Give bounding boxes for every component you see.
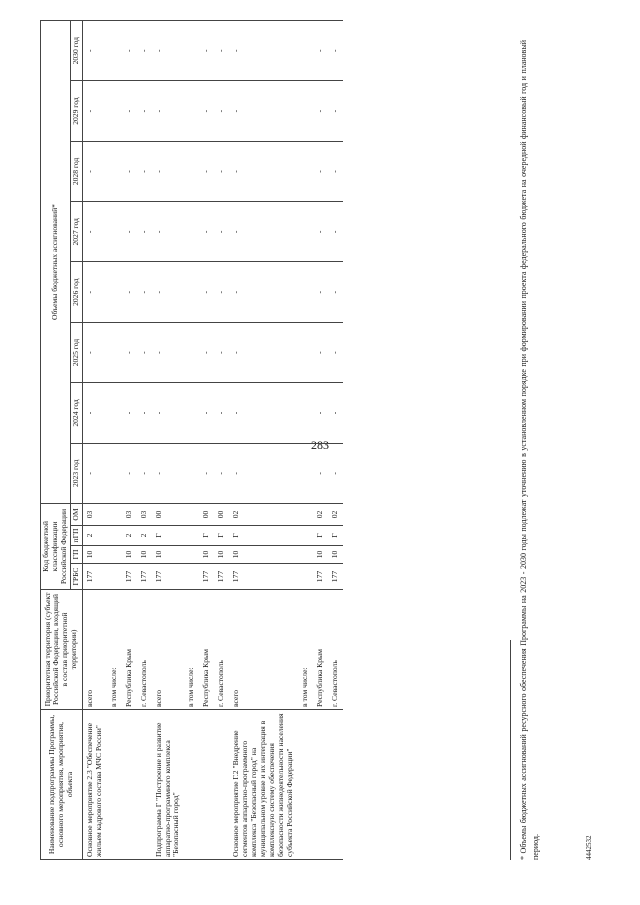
row-pgp: 2: [137, 526, 152, 546]
row-value: [298, 262, 313, 322]
row-territory: всего: [82, 590, 106, 710]
row-value: -: [214, 262, 229, 322]
row-value: -: [152, 383, 185, 443]
row-value: -: [122, 443, 137, 503]
page-number: 283: [311, 438, 329, 452]
header-gp: ГП: [70, 546, 82, 564]
row-grbs: [184, 564, 199, 590]
row-grbs: [107, 564, 122, 590]
row-name: [298, 710, 313, 860]
row-gp: 10: [313, 546, 328, 564]
row-value: [184, 383, 199, 443]
row-value: -: [229, 322, 298, 382]
row-value: [184, 141, 199, 201]
row-value: [107, 443, 122, 503]
row-value: -: [122, 383, 137, 443]
row-value: -: [313, 81, 328, 141]
row-value: -: [199, 262, 214, 322]
row-pgp: Г: [152, 526, 185, 546]
header-om: ОМ: [70, 504, 82, 526]
table-row: [152, 21, 185, 860]
row-value: -: [137, 383, 152, 443]
row-name: [107, 710, 122, 860]
row-territory: в том числе:: [107, 590, 122, 710]
row-value: -: [229, 262, 298, 322]
row-value: -: [152, 262, 185, 322]
table-row: [328, 21, 343, 860]
row-grbs: 177: [122, 564, 137, 590]
row-value: -: [229, 202, 298, 262]
row-om: 03: [122, 504, 137, 526]
row-value: -: [137, 443, 152, 503]
row-value: -: [199, 383, 214, 443]
header-year: 2025 год: [70, 322, 82, 382]
row-grbs: 177: [137, 564, 152, 590]
row-value: -: [82, 141, 106, 201]
row-name: [122, 710, 137, 860]
row-name: Подпрограмма Г "Построение и развитие аппаратно-программного комплекса "Безопасный город": [152, 710, 185, 860]
row-value: -: [82, 81, 106, 141]
row-value: -: [137, 81, 152, 141]
row-value: -: [82, 322, 106, 382]
row-pgp: Г: [199, 526, 214, 546]
row-pgp: [184, 526, 199, 546]
row-value: [298, 81, 313, 141]
row-value: [184, 262, 199, 322]
row-om: 00: [152, 504, 185, 526]
header-year: 2030 год: [70, 21, 82, 81]
row-pgp: Г: [214, 526, 229, 546]
row-value: -: [328, 21, 343, 81]
row-value: -: [199, 202, 214, 262]
row-value: -: [229, 383, 298, 443]
header-year: 2027 год: [70, 202, 82, 262]
row-value: -: [199, 443, 214, 503]
row-name: Основное мероприятие Г.2 "Внедрение сегментов аппаратно-программного комплекса "Безопасный город" на муниципальном уровне и их интеграция в комплексную систему обеспечения безопасности жизнедеятельности населения субъекта Российской Федерации": [229, 710, 298, 860]
row-value: -: [82, 21, 106, 81]
row-value: -: [152, 322, 185, 382]
row-value: -: [82, 202, 106, 262]
row-value: -: [214, 141, 229, 201]
header-pgp: пГП: [70, 526, 82, 546]
row-value: -: [313, 262, 328, 322]
row-value: -: [122, 21, 137, 81]
row-value: -: [199, 81, 214, 141]
row-value: -: [137, 262, 152, 322]
row-value: -: [328, 81, 343, 141]
row-value: [298, 322, 313, 382]
footnote: * Объемы бюджетных ассигнований ресурсного обеспечения Программы на 2023 - 2030 годы подлежат уточнению в установленном порядке при формировании проекта федерального бюджета на очередной финансовый год и плановый период.: [519, 40, 540, 860]
row-grbs: 177: [214, 564, 229, 590]
row-value: -: [82, 262, 106, 322]
table-row: [298, 21, 313, 860]
row-value: -: [199, 21, 214, 81]
row-om: 02: [313, 504, 328, 526]
table-row: [107, 21, 122, 860]
table-row: [214, 21, 229, 860]
row-value: [107, 202, 122, 262]
row-value: -: [328, 443, 343, 503]
row-value: -: [214, 21, 229, 81]
row-territory: в том числе:: [184, 590, 199, 710]
row-value: -: [229, 141, 298, 201]
row-grbs: 177: [199, 564, 214, 590]
row-value: -: [122, 141, 137, 201]
row-om: 02: [328, 504, 343, 526]
row-pgp: [107, 526, 122, 546]
row-value: -: [137, 21, 152, 81]
row-value: -: [328, 322, 343, 382]
header-grbs: ГРБС: [70, 564, 82, 590]
row-om: [184, 504, 199, 526]
row-territory: г. Севастополь: [137, 590, 152, 710]
row-value: -: [328, 202, 343, 262]
budget-table: [40, 20, 343, 860]
header-code: Код бюджетной классификации Российской Федерации: [41, 504, 71, 590]
row-value: -: [313, 21, 328, 81]
row-value: -: [122, 262, 137, 322]
row-pgp: Г: [328, 526, 343, 546]
row-value: [184, 443, 199, 503]
row-pgp: [298, 526, 313, 546]
row-value: -: [328, 141, 343, 201]
header-year: 2023 год: [70, 443, 82, 503]
row-gp: [298, 546, 313, 564]
table-row: [82, 21, 106, 860]
row-value: -: [229, 21, 298, 81]
row-value: [107, 262, 122, 322]
row-gp: 10: [229, 546, 298, 564]
row-value: -: [137, 322, 152, 382]
row-value: [107, 21, 122, 81]
row-territory: всего: [229, 590, 298, 710]
row-name: [313, 710, 328, 860]
table-row: [229, 21, 298, 860]
table-row: [137, 21, 152, 860]
row-name: [137, 710, 152, 860]
row-gp: [184, 546, 199, 564]
row-grbs: 177: [82, 564, 106, 590]
row-om: [107, 504, 122, 526]
row-value: [298, 443, 313, 503]
row-value: -: [152, 21, 185, 81]
row-grbs: [298, 564, 313, 590]
row-value: [107, 81, 122, 141]
header-year: 2028 год: [70, 141, 82, 201]
row-value: -: [313, 443, 328, 503]
row-value: -: [199, 141, 214, 201]
row-value: -: [152, 202, 185, 262]
row-gp: 10: [122, 546, 137, 564]
header-year: 2029 год: [70, 81, 82, 141]
row-gp: 10: [152, 546, 185, 564]
row-gp: 10: [328, 546, 343, 564]
header-volumes: Объемы бюджетных ассигнований*: [41, 21, 71, 504]
row-value: -: [313, 141, 328, 201]
row-om: 00: [214, 504, 229, 526]
header-year: 2024 год: [70, 383, 82, 443]
row-name: [199, 710, 214, 860]
row-om: 03: [82, 504, 106, 526]
row-name: [214, 710, 229, 860]
row-value: [107, 322, 122, 382]
row-name: [328, 710, 343, 860]
row-value: -: [229, 443, 298, 503]
row-gp: [107, 546, 122, 564]
row-value: -: [214, 322, 229, 382]
row-grbs: 177: [313, 564, 328, 590]
row-value: -: [214, 202, 229, 262]
row-pgp: Г: [313, 526, 328, 546]
row-value: -: [137, 141, 152, 201]
table-row: [184, 21, 199, 860]
row-grbs: 177: [328, 564, 343, 590]
row-territory: г. Севастополь: [214, 590, 229, 710]
row-value: -: [214, 81, 229, 141]
header-territory: Приоритетная территория (субъект Российской Федерации, входящий в состав приоритетной территории): [41, 590, 83, 710]
document-id: 4442532: [585, 835, 593, 860]
row-value: -: [152, 81, 185, 141]
row-pgp: 2: [82, 526, 106, 546]
row-value: [298, 383, 313, 443]
row-value: -: [328, 383, 343, 443]
rotated-page-content: [40, 20, 593, 860]
row-gp: 10: [137, 546, 152, 564]
header-year: 2026 год: [70, 262, 82, 322]
table-row: [122, 21, 137, 860]
row-territory: Республика Крым: [313, 590, 328, 710]
row-value: -: [214, 443, 229, 503]
row-territory: Республика Крым: [199, 590, 214, 710]
row-value: [107, 141, 122, 201]
row-value: -: [152, 141, 185, 201]
row-value: [107, 383, 122, 443]
row-value: [184, 202, 199, 262]
row-value: [298, 21, 313, 81]
row-value: -: [199, 322, 214, 382]
row-value: [184, 21, 199, 81]
row-value: -: [214, 383, 229, 443]
table-row: [313, 21, 328, 860]
row-value: [184, 81, 199, 141]
row-value: -: [313, 383, 328, 443]
row-pgp: Г: [229, 526, 298, 546]
row-territory: Республика Крым: [122, 590, 137, 710]
row-grbs: 177: [229, 564, 298, 590]
row-gp: 10: [199, 546, 214, 564]
row-om: 00: [199, 504, 214, 526]
row-value: [184, 322, 199, 382]
row-value: -: [152, 443, 185, 503]
row-value: -: [122, 81, 137, 141]
row-value: -: [328, 262, 343, 322]
row-territory: в том числе:: [298, 590, 313, 710]
row-value: -: [82, 383, 106, 443]
row-gp: 10: [214, 546, 229, 564]
row-value: -: [122, 322, 137, 382]
row-value: [298, 141, 313, 201]
row-value: -: [137, 202, 152, 262]
row-name: Основное мероприятие 2.3 "Обеспечение жильем кадрового состава МЧС России": [82, 710, 106, 860]
row-value: [298, 202, 313, 262]
row-value: -: [82, 443, 106, 503]
row-value: -: [313, 202, 328, 262]
row-name: [184, 710, 199, 860]
row-grbs: 177: [152, 564, 185, 590]
row-value: -: [229, 81, 298, 141]
row-value: -: [313, 322, 328, 382]
row-om: [298, 504, 313, 526]
row-om: 03: [137, 504, 152, 526]
row-territory: всего: [152, 590, 185, 710]
table-row: [199, 21, 214, 860]
row-gp: 10: [82, 546, 106, 564]
header-name: Наименование подпрограммы Программы, основного мероприятия, мероприятия, объекта: [41, 710, 83, 860]
row-value: -: [122, 202, 137, 262]
row-territory: г. Севастополь: [328, 590, 343, 710]
row-pgp: 2: [122, 526, 137, 546]
row-om: 02: [229, 504, 298, 526]
footnote-rule: [510, 640, 511, 860]
